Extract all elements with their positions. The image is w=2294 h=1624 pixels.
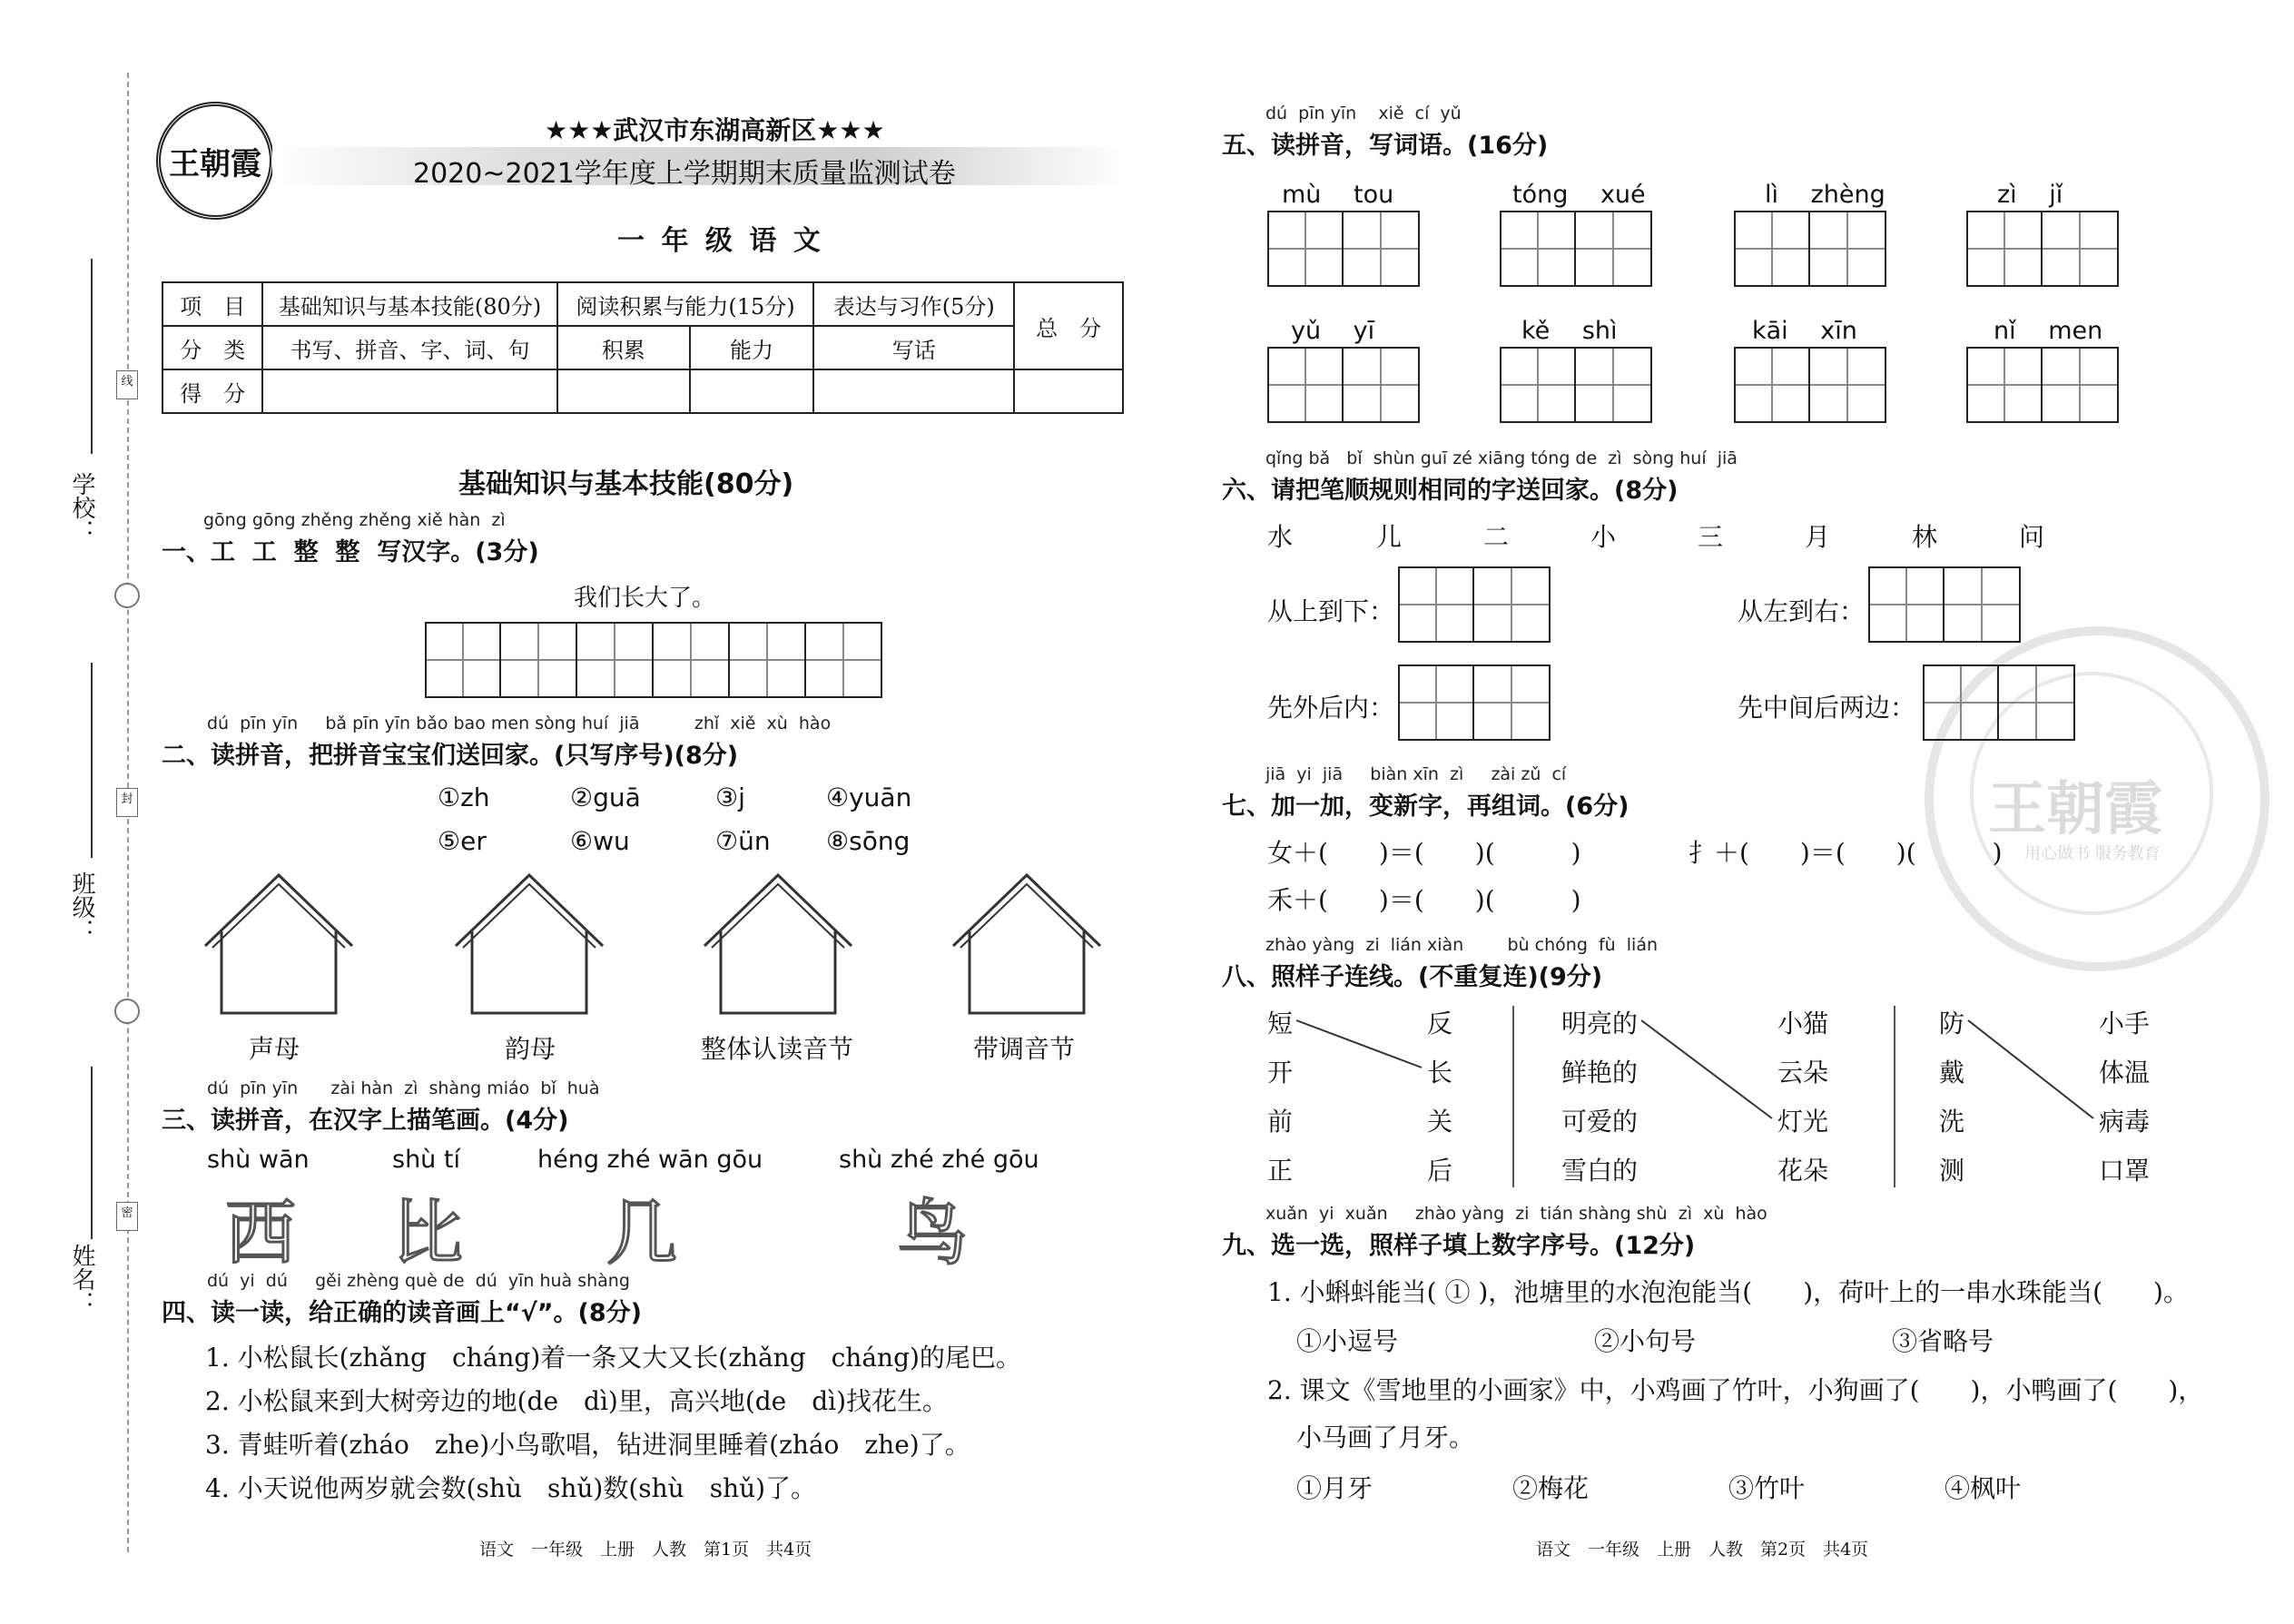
q2-item: ⑧sōng [826, 826, 911, 856]
name-label: 姓名： [68, 1244, 95, 1314]
match-left[interactable]: 短 [1267, 1009, 1294, 1038]
q2-pinyin: dú pīn yīn bǎ pīn yīn bǎo bao men sòng huí jiā zhǐ xiě xù hào [207, 714, 832, 733]
q5-word-pinyin: yǔ yī [1291, 317, 1375, 345]
house-label: 声母 [249, 1034, 300, 1064]
match-right[interactable]: 长 [1427, 1058, 1453, 1088]
match-right[interactable]: 花朵 [1777, 1156, 1829, 1186]
match-left[interactable]: 开 [1267, 1058, 1294, 1088]
section-title: 基础知识与基本技能(80分) [458, 468, 794, 500]
seal-mark-secret: 密 [116, 1202, 138, 1231]
match-right[interactable]: 云朵 [1777, 1058, 1829, 1088]
q9-option: ①小逗号 [1296, 1326, 1399, 1356]
q1-sentence: 我们长大了。 [574, 585, 716, 612]
q4-pinyin: dú yi dú gěi zhèng què de dú yīn huà shàng [207, 1271, 630, 1291]
score-header-total: 总 分 [1014, 282, 1123, 369]
q6-label: 先中间后两边： [1738, 693, 1916, 723]
q7-line[interactable]: 禾＋( )＝( )( ) [1267, 885, 1581, 915]
q6-char: 儿 [1376, 522, 1403, 552]
house-label: 带调音节 [973, 1034, 1076, 1064]
q1-title: 一、工 工 整 整 写汉字。(3分) [162, 538, 539, 566]
score-header-item: 项 目 [162, 282, 262, 326]
q2-item: ⑦ün [715, 826, 771, 856]
q9-pinyin: xuǎn yi xuǎn zhào yàng zi tián shàng shù zì xù hào [1265, 1204, 1767, 1224]
q5-word-pinyin: mù tou [1282, 181, 1394, 209]
score-cat-accum: 积累 [557, 326, 690, 369]
q9-option: ②小句号 [1594, 1326, 1697, 1356]
seal-mark-line: 线 [116, 370, 138, 399]
q5-word-pinyin: kāi xīn [1752, 317, 1857, 345]
q7-pinyin: jiā yi jiā biàn xīn zì zài zǔ cí [1265, 764, 1567, 784]
trace-char[interactable]: 几 [606, 1193, 678, 1275]
q5-word-pinyin: zì jǐ [1997, 181, 2063, 209]
q3-hint: shù tí [392, 1146, 460, 1174]
match-right[interactable]: 口罩 [2099, 1156, 2151, 1186]
q7-line[interactable]: 女＋( )＝( )( ) [1267, 838, 1581, 868]
q6-char: 水 [1267, 522, 1294, 552]
match-left[interactable]: 可爱的 [1561, 1107, 1639, 1137]
match-right[interactable]: 灯光 [1777, 1107, 1829, 1137]
score-header-writing: 表达与习作(5分) [813, 282, 1014, 326]
seal-mark-seal: 封 [116, 788, 138, 817]
q6-label: 先外后内： [1267, 693, 1395, 723]
q3-title: 三、读拼音，在汉字上描笔画。(4分) [162, 1107, 569, 1135]
match-right[interactable]: 体温 [2099, 1058, 2151, 1088]
q6-char: 二 [1483, 522, 1510, 552]
trace-char[interactable]: 鸟 [897, 1193, 969, 1275]
page-footer-left: 语文 一年级 上册 人教 第1页 共4页 [479, 1540, 812, 1560]
q9-option: ①月牙 [1296, 1473, 1373, 1503]
q3-hint: héng zhé wān gōu [537, 1146, 763, 1174]
q8-pinyin: zhào yàng zi lián xiàn bù chóng fù lián [1265, 935, 1659, 955]
q4-title: 四、读一读，给正确的读音画上“√”。(8分) [162, 1299, 642, 1327]
q9-option: ④枫叶 [1944, 1473, 2022, 1503]
region-title: ★★★武汉市东湖高新区★★★ [545, 115, 885, 145]
q5-word-pinyin: tóng xué [1512, 181, 1646, 209]
exam-title: 2020~2021学年度上学期期末质量监测试卷 [413, 158, 956, 190]
q9-title: 九、选一选，照样子填上数字序号。(12分) [1222, 1232, 1696, 1260]
q6-char: 林 [1912, 522, 1938, 552]
q6-title: 六、请把笔顺规则相同的字送回家。(8分) [1222, 477, 1679, 505]
trace-char[interactable]: 比 [392, 1193, 464, 1275]
score-cat-label: 分 类 [162, 326, 262, 369]
q3-pinyin: dú pīn yīn zài hàn zì shàng miáo bǐ huà [207, 1078, 600, 1098]
q2-item: ⑥wu [570, 826, 630, 856]
match-left[interactable]: 正 [1267, 1156, 1294, 1186]
match-left[interactable]: 防 [1939, 1009, 1965, 1038]
q9-option: ②梅花 [1512, 1473, 1590, 1503]
q4-line[interactable]: 3. 青蛙听着(zháo zhe)小鸟歌唱，钻进洞里睡着(zháo zhe)了。 [205, 1430, 970, 1460]
q4-line[interactable]: 4. 小天说他两岁就会数(shù shǔ)数(shù shǔ)了。 [205, 1473, 817, 1503]
q6-label: 从上到下： [1267, 596, 1395, 626]
q8-title: 八、照样子连线。(不重复连)(9分) [1222, 963, 1603, 991]
q2-item: ①zh [438, 782, 490, 812]
house-label: 韵母 [505, 1034, 556, 1064]
q6-pinyin: qǐng bǎ bǐ shùn guī zé xiāng tóng de zì sòng huí jiā [1265, 448, 1738, 468]
match-right[interactable]: 病毒 [2099, 1107, 2151, 1137]
q5-title: 五、读拼音，写词语。(16分) [1222, 132, 1549, 160]
score-row-label: 得 分 [162, 369, 262, 413]
q9-line1[interactable]: 1. 小蝌蚪能当( ① )，池塘里的水泡泡能当( )，荷叶上的一串水珠能当( )。 [1267, 1277, 2189, 1307]
match-right[interactable]: 小手 [2099, 1009, 2151, 1038]
q2-item: ⑤er [438, 826, 487, 856]
watermark-sub: 用心做书 服务教育 [2024, 844, 2161, 863]
q5-word-pinyin: kě shì [1521, 317, 1618, 345]
page-footer-right: 语文 一年级 上册 人教 第2页 共4页 [1536, 1540, 1869, 1560]
match-left[interactable]: 测 [1939, 1156, 1965, 1186]
house-label: 整体认读音节 [701, 1034, 854, 1064]
trace-char[interactable]: 西 [225, 1193, 297, 1275]
match-right[interactable]: 小猫 [1777, 1009, 1829, 1038]
score-cat-basic: 书写、拼音、字、词、句 [262, 326, 556, 369]
match-right[interactable]: 后 [1427, 1156, 1453, 1186]
q4-line[interactable]: 1. 小松鼠长(zhǎng cháng)着一条又大又长(zhǎng cháng)的尾巴。 [205, 1343, 1021, 1373]
match-left[interactable]: 戴 [1939, 1058, 1965, 1088]
q6-char: 小 [1590, 522, 1617, 552]
subject-title: 一 年 级 语 文 [617, 225, 824, 257]
match-right[interactable]: 关 [1427, 1107, 1453, 1137]
q6-label: 从左到右： [1738, 596, 1866, 626]
q5-pinyin: dú pīn yīn xiě cí yǔ [1265, 103, 1462, 123]
q2-item: ②guā [570, 782, 641, 812]
q5-word-pinyin: lì zhèng [1765, 181, 1885, 209]
watermark-text: 王朝霞 [1988, 775, 2162, 843]
q6-char: 三 [1698, 522, 1724, 552]
logo-text: 王朝霞 [169, 145, 261, 182]
match-left[interactable]: 雪白的 [1561, 1156, 1639, 1186]
q1-pinyin: gōng gōng zhěng zhěng xiě hàn zì [203, 510, 506, 530]
q2-item: ④yuān [826, 782, 912, 812]
match-left[interactable]: 前 [1267, 1107, 1294, 1137]
match-left[interactable]: 鲜艳的 [1561, 1058, 1639, 1088]
score-header-basic: 基础知识与基本技能(80分) [262, 282, 556, 326]
score-header-reading: 阅读积累与能力(15分) [557, 282, 814, 326]
q3-hint: shù wān [207, 1146, 310, 1174]
q2-title: 二、读拼音，把拼音宝宝们送回家。(只写序号)(8分) [162, 742, 739, 770]
match-left[interactable]: 明亮的 [1561, 1009, 1639, 1038]
match-right[interactable]: 反 [1427, 1009, 1453, 1038]
q9-option: ③省略号 [1892, 1326, 1994, 1356]
q9-option: ③竹叶 [1728, 1473, 1806, 1503]
q9-line2[interactable]: 2. 课文《雪地里的小画家》中，小鸡画了竹叶，小狗画了( )，小鸭画了( )， [1267, 1375, 2204, 1405]
q2-item: ③j [715, 782, 745, 812]
match-left[interactable]: 洗 [1939, 1107, 1965, 1137]
class-label: 班级： [68, 871, 95, 942]
q7-line[interactable]: 扌＋( )＝( )( ) [1689, 838, 2003, 868]
q9-line3: 小马画了月牙。 [1296, 1422, 1475, 1452]
q7-title: 七、加一加，变新字，再组词。(6分) [1222, 792, 1629, 821]
score-cat-writing: 写话 [813, 326, 1014, 369]
q4-line[interactable]: 2. 小松鼠来到大树旁边的地(de dì)里，高兴地(de dì)找花生。 [205, 1386, 949, 1416]
q6-char: 问 [2019, 522, 2045, 552]
q3-hint: shù zhé zhé gōu [839, 1146, 1039, 1174]
q5-word-pinyin: nǐ men [1994, 317, 2103, 345]
q6-char: 月 [1805, 522, 1831, 552]
score-cat-ability: 能力 [690, 326, 814, 369]
school-label: 学校： [68, 472, 95, 543]
